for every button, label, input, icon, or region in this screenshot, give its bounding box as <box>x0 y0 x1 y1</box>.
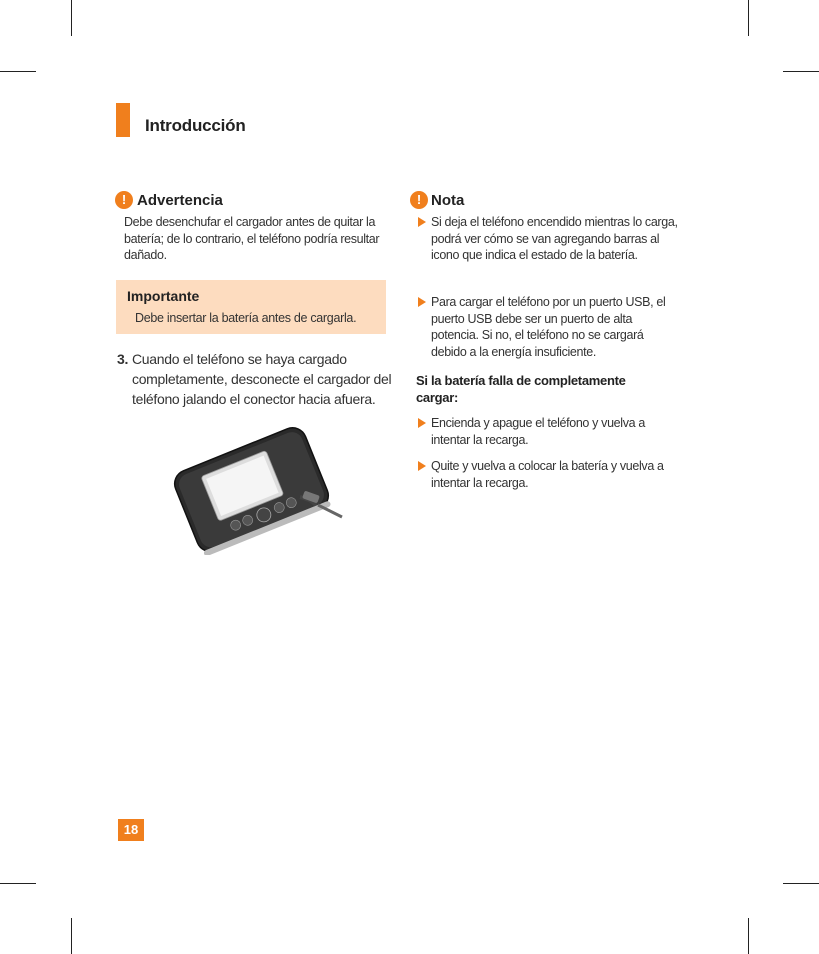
page-number: 18 <box>118 819 144 841</box>
crop-mark <box>783 71 819 72</box>
note-title: Nota <box>431 192 465 209</box>
crop-mark <box>748 0 749 36</box>
crop-mark <box>0 883 36 884</box>
warning-text: Debe desenchufar el cargador antes de quitar la batería; de lo contrario, el teléfono podría resultar dañado. <box>124 215 380 262</box>
crop-mark <box>71 0 72 36</box>
phone-charger-illustration <box>160 415 350 555</box>
exclamation-icon: ! <box>115 191 133 209</box>
important-box <box>116 280 386 334</box>
step-number: 3. <box>117 351 129 367</box>
crop-mark <box>783 883 819 884</box>
crop-mark <box>748 918 749 954</box>
warning-title: Advertencia <box>137 192 223 209</box>
important-title: Importante <box>127 288 200 304</box>
important-text: Debe insertar la batería antes de cargarla. <box>135 311 357 325</box>
triangle-arrow-icon <box>418 217 426 227</box>
section-title: Introducción <box>145 116 246 135</box>
step-text: Cuando el teléfono se haya cargado completamente, desconecte el cargador del teléfono jalando el conector hacia afuera. <box>132 351 392 407</box>
exclamation-icon: ! <box>410 191 428 209</box>
battery-fail-heading: Si la batería falla de completamente cargar: <box>416 373 626 405</box>
triangle-arrow-icon <box>418 297 426 307</box>
crop-mark <box>0 71 36 72</box>
crop-mark <box>71 918 72 954</box>
triangle-arrow-icon <box>418 418 426 428</box>
triangle-arrow-icon <box>418 461 426 471</box>
section-marker <box>116 103 130 137</box>
